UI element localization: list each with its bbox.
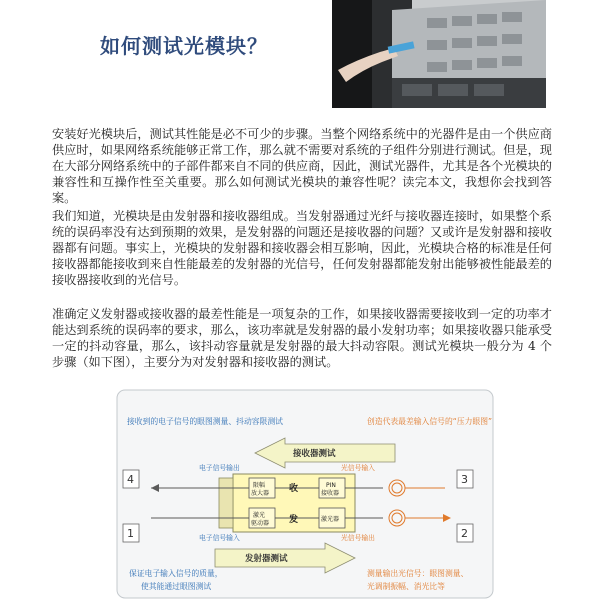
top-right-note: 创造代表最差输入信号的“压力眼图”	[367, 417, 493, 426]
limiting-amp-line1: 限幅	[253, 482, 266, 489]
receive-char: 收	[289, 484, 299, 494]
bottom-left-note-line2: 使其能通过眼图测试	[141, 582, 212, 591]
pin-detector-line2: 接收器	[321, 490, 340, 497]
bottom-left-note-line1: 保证电子输入信号的质量，	[129, 569, 223, 578]
laser-label: 激光器	[321, 516, 340, 523]
bottom-right-note-line1: 测量输出光信号：眼图测量、	[367, 569, 469, 578]
top-left-note: 接收到的电子信号的眼图测量、抖动容限测试	[127, 417, 283, 426]
laser-driver-line1: 激光	[253, 512, 266, 519]
page-title: 如何测试光模块？	[100, 34, 268, 58]
step-1-number: 1	[127, 527, 134, 540]
laser-driver-line2: 驱动器	[251, 520, 270, 527]
elec-out-label: 电子信号输出	[199, 464, 240, 472]
optical-module-photo	[332, 0, 546, 108]
transmitter-test-label: 发射器测试	[245, 554, 288, 564]
receiver-test-label: 接收器测试	[293, 449, 336, 459]
transmit-char: 发	[289, 515, 299, 525]
paragraph-intro: 安装好光模块后，测试其性能是必不可少的步骤。当整个网络系统中的光器件是由一个供应商供应时，如果网络系统能够正常工作，那么就不需要对系统的子组件分别进行测试。但是，现在大部分网络系统中的子部件都来自不同的供应商，因此，测试光器件，尤其是各个光模块的兼容性和互操作性至关重要。那么如何测试光模块的兼容性呢？读完本文，我想你会找到答案。	[52, 127, 552, 205]
optical-out-label: 光信号输出	[341, 534, 375, 542]
bottom-right-note-line2: 光调制振幅、消光比等	[367, 582, 445, 591]
limiting-amp-line2: 放大器	[251, 490, 270, 497]
step-3-number: 3	[461, 473, 468, 486]
step-4-number: 4	[127, 473, 134, 486]
optical-in-label: 光信号输入	[341, 464, 375, 472]
paragraph-composition: 我们知道，光模块是由发射器和接收器组成。当发射器通过光纤与接收器连接时，如果整个系统的误码率没有达到预期的效果，是发射器的问题还是接收器的问题？又或许是发射器和接收器都有问题。事实上，光模块的发射器和接收器会相互影响，因此，光模块合格的标准是任何接收器都能接收到来自性能最差的发射器的光信号，任何发射器都能发射出能够被性能最差的接收器接收到的光信号。	[52, 209, 552, 287]
step-2-number: 2	[461, 527, 468, 540]
elec-in-label: 电子信号输入	[199, 534, 240, 542]
test-steps-diagram	[115, 388, 495, 600]
pin-detector-line1: PIN	[326, 482, 336, 489]
module-shell-left	[219, 478, 233, 528]
paragraph-worst-case: 准确定义发射器或接收器的最差性能是一项复杂的工作，如果接收器需要接收到一定的功率才能达到系统的误码率的要求，那么，该功率就是发射器的最小发射功率；如果接收器只能承受一定的抖动容量，那么，该抖动容量就是发射器的最大抖动容限。测试光模块一般分为 4 个步骤（如下图），主要分为对发射器和接收器的测试。	[52, 307, 552, 369]
